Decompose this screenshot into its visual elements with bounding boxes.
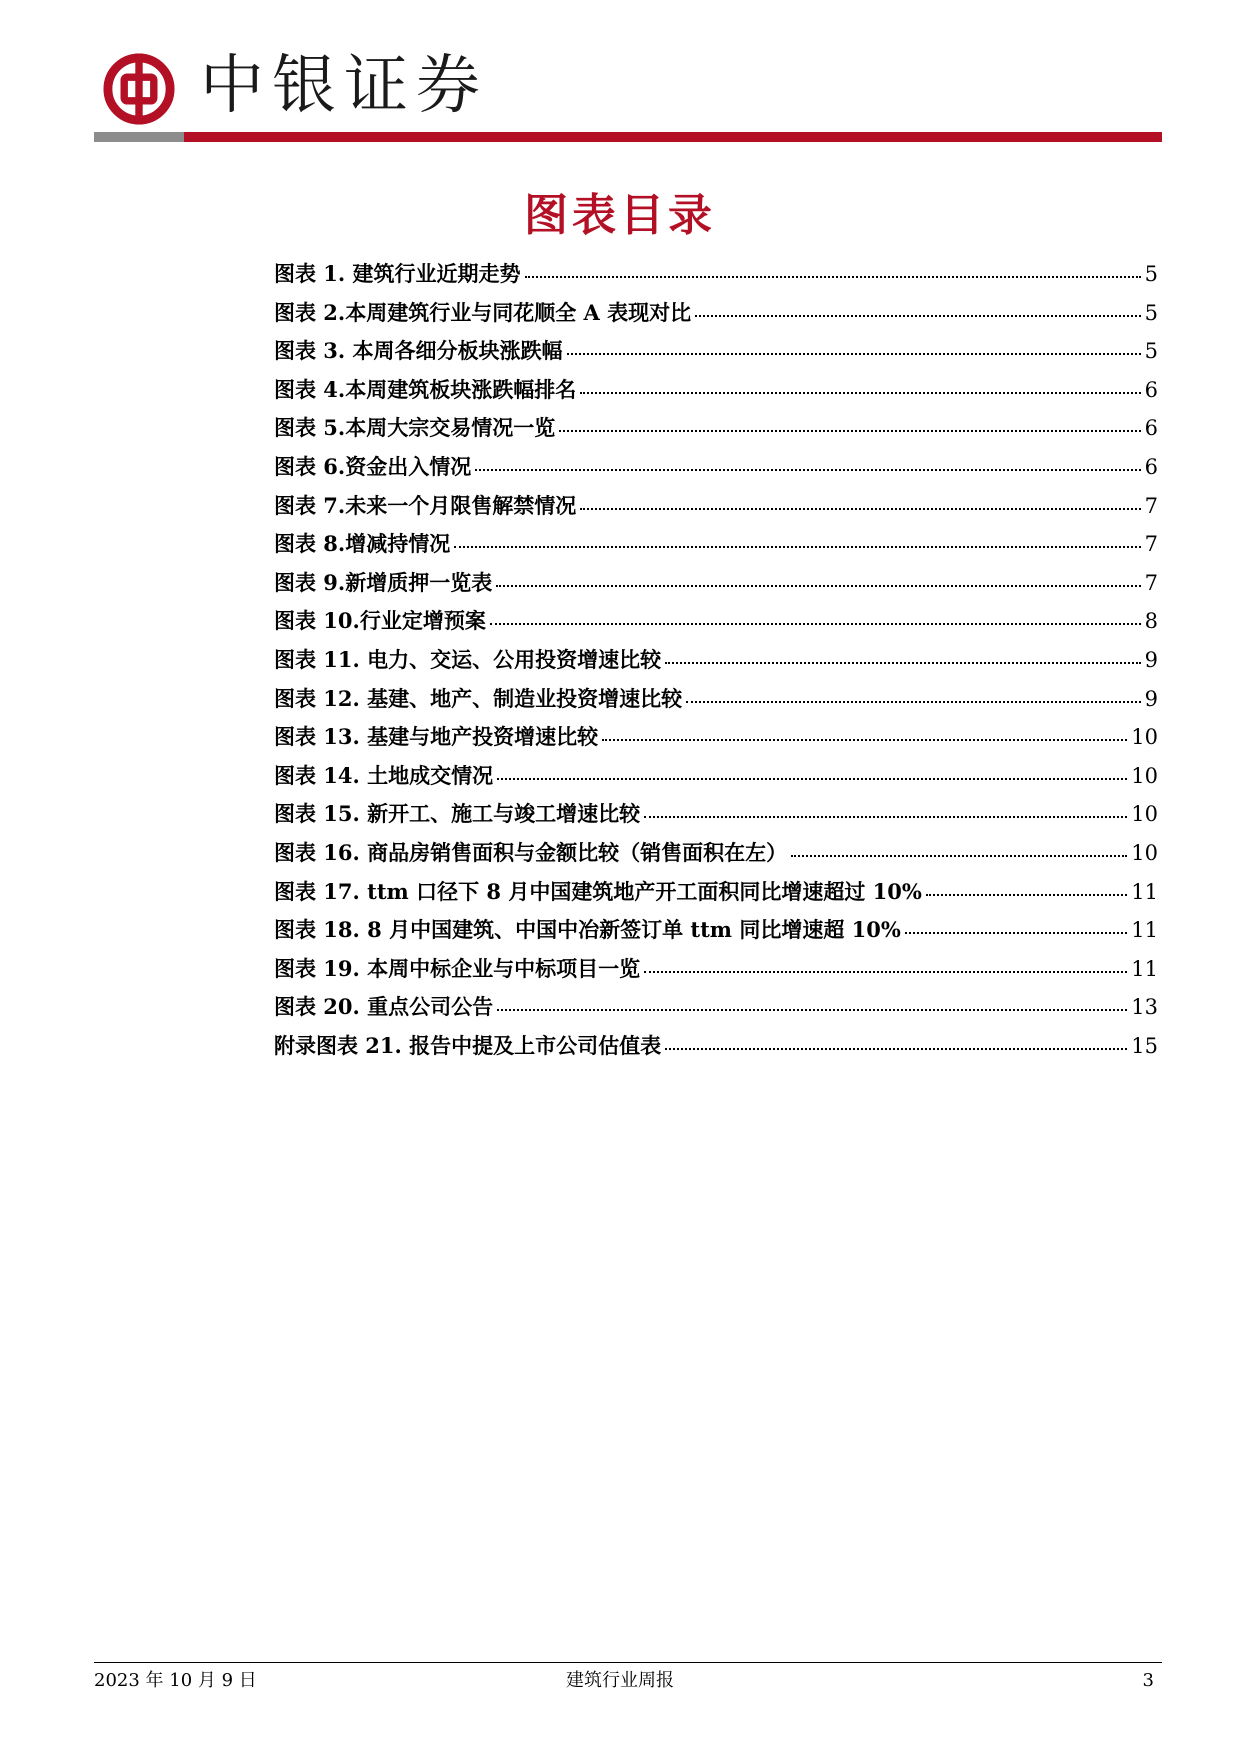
toc-item[interactable] (274, 605, 1158, 644)
toc-leader (905, 930, 1127, 934)
toc-item[interactable] (274, 335, 1158, 374)
toc-item-label: 图表 3. 本周各细分板块涨跌幅 (274, 338, 563, 364)
footer-date: 2023 年 10 月 9 日 (94, 1670, 257, 1691)
toc-item-page: 11 (1131, 879, 1158, 904)
header-rule-red (184, 132, 1162, 142)
toc-item-label: 图表 2.本周建筑行业与同花顺全 A 表现对比 (274, 299, 692, 325)
toc-leader (475, 467, 1140, 471)
toc-item[interactable] (274, 876, 1158, 915)
toc-leader (559, 428, 1140, 432)
toc-item[interactable] (274, 297, 1158, 336)
toc-item-label: 图表 7.未来一个月限售解禁情况 (274, 492, 577, 518)
toc-item-label: 图表 6.资金出入情况 (274, 453, 472, 479)
toc-leader (454, 544, 1140, 548)
toc-item-label: 图表 18. 8 月中国建筑、中国中冶新签订单 ttm 同比增速超 10% (274, 917, 901, 943)
toc-item-page: 11 (1131, 918, 1158, 943)
toc-item-label: 图表 15. 新开工、施工与竣工增速比较 (274, 801, 641, 827)
header-rule-gray (94, 132, 184, 142)
toc-item-page: 10 (1131, 840, 1158, 865)
toc-item-page: 9 (1144, 686, 1158, 711)
toc-item-page: 8 (1144, 609, 1158, 634)
toc-item[interactable] (274, 451, 1158, 490)
toc-leader (695, 313, 1140, 317)
toc-item-label: 图表 17. ttm 口径下 8 月中国建筑地产开工面积同比增速超过 10% (274, 878, 922, 904)
toc-leader (580, 506, 1140, 510)
toc-list (274, 258, 1158, 1068)
toc-item-label: 图表 4.本周建筑板块涨跌幅排名 (274, 376, 577, 402)
toc-title: 图表目录 (524, 190, 716, 241)
toc-item-page: 5 (1144, 262, 1158, 286)
toc-item-page: 11 (1131, 956, 1158, 981)
toc-item[interactable] (274, 374, 1158, 413)
toc-leader (686, 699, 1140, 703)
toc-leader (567, 351, 1141, 355)
toc-item[interactable] (274, 490, 1158, 529)
toc-item[interactable] (274, 721, 1158, 760)
toc-item-page: 6 (1144, 454, 1158, 479)
toc-item[interactable] (274, 760, 1158, 799)
toc-item-label: 图表 9.新增质押一览表 (274, 569, 493, 595)
toc-item-label: 图表 8.增减持情况 (274, 531, 451, 557)
toc-item-label: 图表 10.行业定增预案 (274, 608, 486, 634)
toc-item[interactable] (274, 644, 1158, 683)
toc-item-page: 9 (1144, 647, 1158, 672)
footer-rule (94, 1662, 1162, 1663)
bank-of-china-logo-icon (102, 52, 176, 126)
toc-item-page: 5 (1144, 339, 1158, 364)
toc-item-page: 7 (1144, 570, 1158, 595)
brand-name: 中银证券 (200, 49, 488, 123)
toc-leader (496, 583, 1140, 587)
toc-item-page: 15 (1131, 1033, 1158, 1058)
toc-item-label: 附录图表 21. 报告中提及上市公司估值表 (274, 1032, 662, 1058)
toc-item-label: 图表 5.本周大宗交易情况一览 (274, 415, 556, 441)
toc-leader (665, 660, 1140, 664)
toc-item-label: 图表 20. 重点公司公告 (274, 994, 494, 1020)
toc-item[interactable] (274, 1030, 1158, 1069)
toc-leader (791, 853, 1127, 857)
toc-item-page: 13 (1131, 995, 1158, 1020)
toc-leader (602, 737, 1127, 741)
toc-item-page: 10 (1131, 802, 1158, 827)
toc-item-label: 图表 13. 基建与地产投资增速比较 (274, 724, 599, 750)
toc-leader (926, 892, 1127, 896)
toc-item-page: 6 (1144, 416, 1158, 441)
toc-item-page: 10 (1131, 763, 1158, 788)
toc-item[interactable] (274, 567, 1158, 606)
toc-item[interactable] (274, 798, 1158, 837)
toc-leader (580, 390, 1140, 394)
toc-leader (644, 814, 1127, 818)
toc-leader (497, 776, 1127, 780)
toc-item-label: 图表 1. 建筑行业近期走势 (274, 261, 521, 286)
toc-item-label: 图表 19. 本周中标企业与中标项目一览 (274, 955, 641, 981)
toc-item-page: 7 (1144, 532, 1158, 557)
toc-item[interactable] (274, 914, 1158, 953)
toc-leader (525, 274, 1141, 278)
footer-page-number: 3 (1142, 1670, 1154, 1691)
toc-item[interactable] (274, 258, 1158, 297)
toc-item[interactable] (274, 683, 1158, 722)
toc-leader (490, 621, 1141, 625)
toc-item-label: 图表 16. 商品房销售面积与金额比较（销售面积在左） (274, 839, 788, 865)
toc-item-page: 7 (1144, 493, 1158, 518)
toc-item[interactable] (274, 991, 1158, 1030)
toc-item-label: 图表 14. 土地成交情况 (274, 762, 494, 788)
toc-item[interactable] (274, 837, 1158, 876)
toc-item-page: 5 (1144, 300, 1158, 325)
toc-leader (644, 969, 1127, 973)
toc-item-page: 6 (1144, 377, 1158, 402)
toc-leader (497, 1007, 1127, 1011)
toc-item-page: 10 (1131, 725, 1158, 750)
footer-report-title: 建筑行业周报 (566, 1670, 674, 1691)
toc-item-label: 图表 11. 电力、交运、公用投资增速比较 (274, 646, 662, 672)
toc-item[interactable] (274, 953, 1158, 992)
toc-item[interactable] (274, 412, 1158, 451)
toc-item-label: 图表 12. 基建、地产、制造业投资增速比较 (274, 685, 683, 711)
toc-item[interactable] (274, 528, 1158, 567)
toc-leader (665, 1046, 1127, 1050)
